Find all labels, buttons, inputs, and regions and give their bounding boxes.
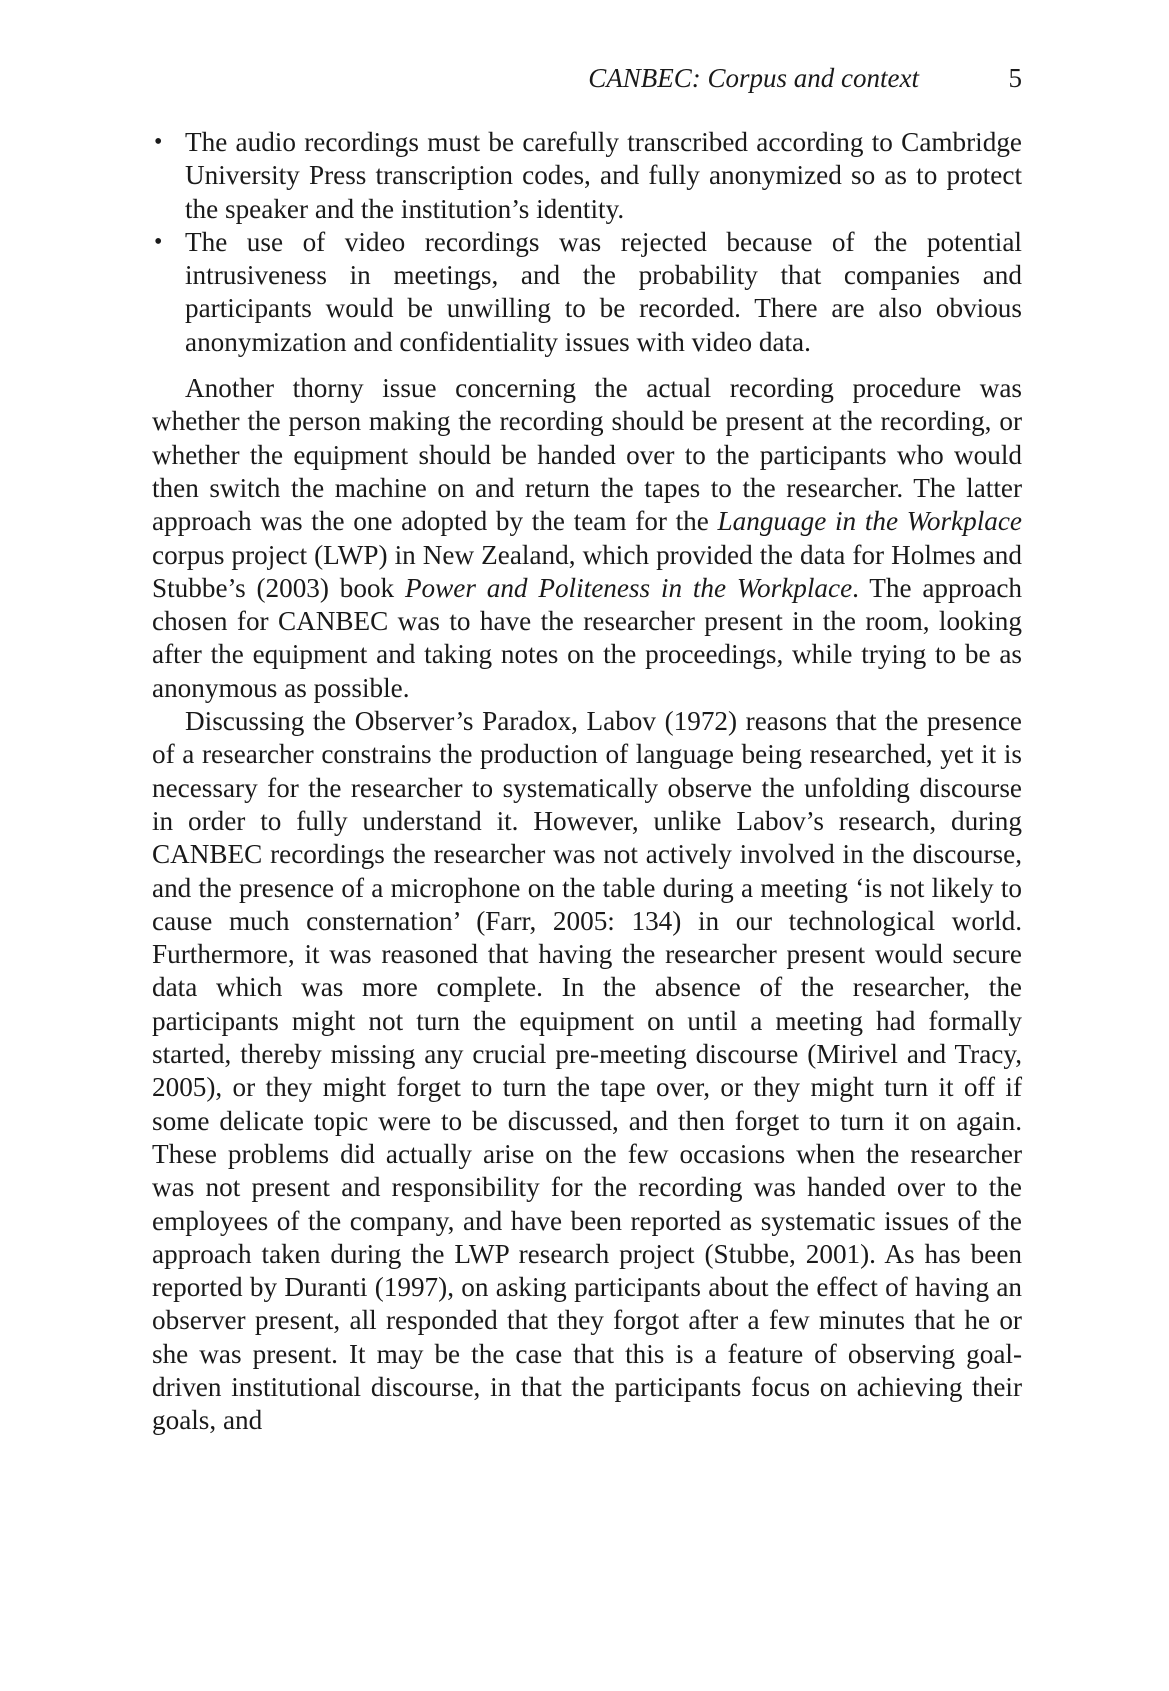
para1-text-3: . The approach chosen for CANBEC was to have the researcher present in the room, looking after the equipment and taking notes on the proceedings, while trying to be as anonymous as possible. bbox=[152, 572, 1022, 703]
paragraph-recording-procedure bbox=[152, 372, 1022, 705]
bullet-text: The use of video recordings was rejected because of the potential intrusiveness in meetings, and the probability that companies and participants would be unwilling to be recorded. There are also obvious anonymization and confidentiality issues with video data. bbox=[185, 226, 1022, 357]
para1-text-2: corpus project (LWP) in New Zealand, which provided the data for Holmes and Stubbe’s (2003) book bbox=[152, 539, 1022, 603]
bullet-item bbox=[152, 126, 1022, 226]
para1-title-lwp: Language in the Workplace bbox=[717, 506, 1022, 537]
running-title: CANBEC: Corpus and context bbox=[588, 63, 919, 93]
running-head bbox=[152, 58, 1022, 98]
para1-text-1: Another thorny issue concerning the actual recording procedure was whether the person making the recording should be present at the recording, or whether the equipment should be handed over to the participants who would then switch the machine on and return the tapes to the researcher. The latter approach was the one adopted by the team for the bbox=[152, 373, 1022, 537]
page-number: 5 bbox=[1008, 63, 1022, 93]
bullet-icon: • bbox=[154, 228, 163, 255]
para1-title-book: Power and Politeness in the Workplace bbox=[404, 572, 853, 603]
bullet-list bbox=[152, 126, 1022, 359]
bullet-text: The audio recordings must be carefully transcribed according to Cambridge University Press transcription codes, and fully anonymized so as to protect the speaker and the institution’s identity. bbox=[185, 127, 1022, 224]
bullet-icon: • bbox=[154, 129, 163, 155]
bullet-item bbox=[152, 226, 1022, 359]
body-text bbox=[152, 126, 1022, 1438]
paragraph-observers-paradox: Discussing the Observer’s Paradox, Labov (1972) reasons that the presence of a researcher constrains the production of language being researched, yet it is necessary for the researcher to systematically observe the unfolding discourse in order to fully understand it. However, unlike Labov’s research, during CANBEC recordings the researcher was not actively involved in the discourse, and the presence of a microphone on the table during a meeting ‘is not likely to cause much consternation’ (Farr, 2005: 134) in our technological world. Furthermore, it was reasoned that having the researcher present would secure data which was more complete. In the absence of the researcher, the participants might not turn the equipment on until a meeting had formally started, thereby missing any crucial pre-meeting discourse (Mirivel and Tracy, 2005), or they might forget to turn the tape over, or they might turn it off if some delicate topic were to be discussed, and then forget to turn it on again. These problems did actually arise on the few occasions when the researcher was not present and responsibility for the recording was handed over to the employees of the company, and have been reported as systematic issues of the approach taken during the LWP research project (Stubbe, 2001). As has been reported by Duranti (1997), on asking participants about the effect of having an observer present, all responded that they forgot after a few minutes that he or she was present. It may be the case that this is a feature of observing goal-driven institutional discourse, in that the participants focus on achieving their goals, and bbox=[152, 706, 1022, 1436]
